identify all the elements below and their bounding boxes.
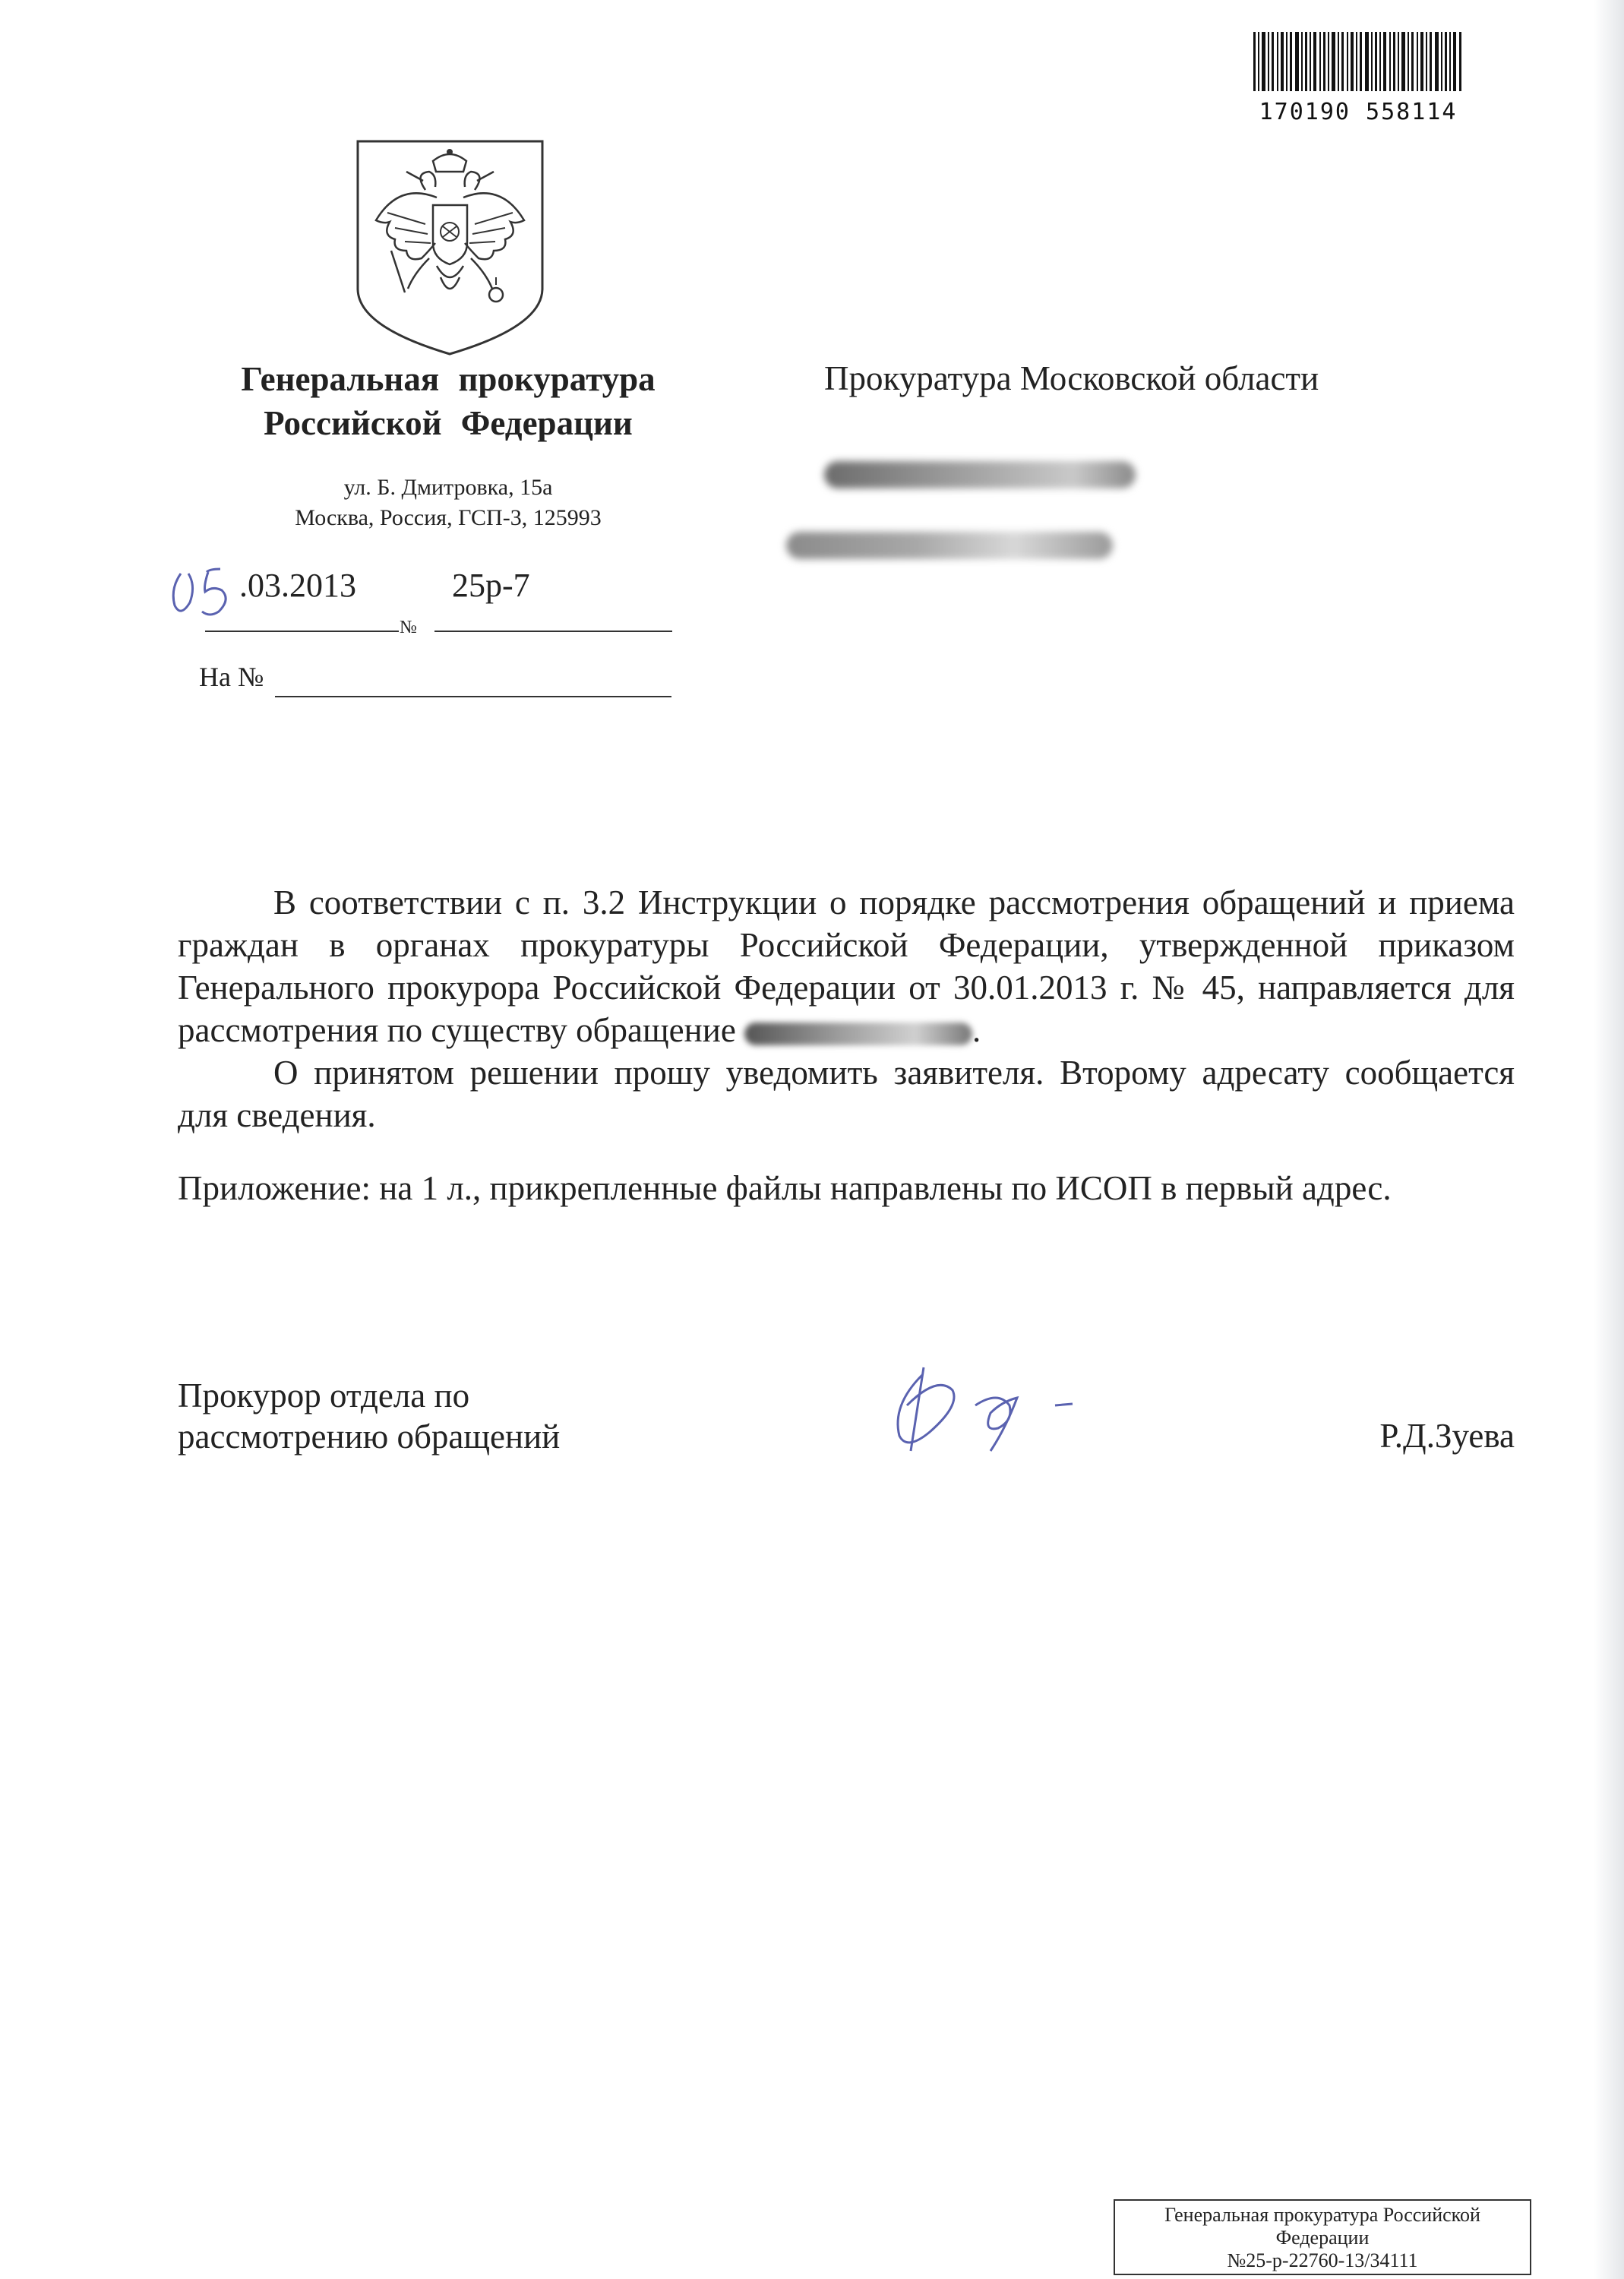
body-paragraph-1 [178,881,1515,1051]
signer-title-line-1: Прокурор отдела по [178,1377,470,1414]
signer-title [178,1375,560,1457]
body-paragraph-1-end: . [972,1011,981,1049]
page-edge-shadow [1594,0,1624,2279]
barcode-bars [1252,32,1464,91]
coat-of-arms-icon [353,137,547,357]
recipient-name: Прокуратура Московской области [824,359,1319,397]
body-paragraph-2: О принятом решении прошу уведомить заявителя. Второму адресату сообщается для сведения. [178,1054,1515,1134]
redacted-recipient-line-2 [786,532,1113,559]
registration-stamp [1114,2199,1531,2275]
signature-block [178,1375,1515,1481]
outgoing-date-number [167,558,684,642]
date-printed: .03.2013 [239,567,356,604]
sender-address [228,473,668,533]
stamp-line-3: №25-р-22760-13/34111 [1227,2249,1418,2271]
handwritten-day [167,558,243,627]
date-underline [205,631,399,632]
redacted-recipient-line-1 [824,461,1136,488]
redacted-applicant-name [744,1023,972,1045]
sender-org-line-2: Российской Федерации [264,404,633,442]
stamp-line-1: Генеральная прокуратура Российской [1164,2204,1480,2226]
barcode-number: 170190 558114 [1259,99,1458,125]
number-sign: № [400,618,417,637]
signer-title-line-2: рассмотрению обращений [178,1418,561,1456]
sender-address-line-2: Москва, Россия, ГСП-3, 125993 [295,505,602,530]
reference-label: На № [199,662,264,692]
attachment-note: Приложение: на 1 л., прикрепленные файлы направлены по ИСОП в первый адрес. [178,1169,1392,1207]
sender-org-line-1: Генеральная прокуратура [241,360,656,398]
barcode [1252,32,1464,131]
letter-body [178,881,1515,1209]
signer-name: Р.Д.Зуева [1379,1417,1515,1455]
reference-underline [275,696,671,697]
handwritten-signature [877,1360,1097,1459]
sender-address-line-1: ул. Б. Дмитровка, 15а [343,475,553,500]
number-underline [434,631,672,632]
registration-number: 25р-7 [452,567,530,604]
sender-organization [182,357,714,445]
body-paragraph-1-text: В соответствии с п. 3.2 Инструкции о порядке рассмотрения обращений и приема граждан в органах прокуратуры Российской Федерации, утвержденной приказом Генерального прокурора Российской Федерации от 30.01.2013 г. № 45, направляется для рассмотрения по существу обращение [178,883,1515,1049]
stamp-line-2: Федерации [1275,2227,1370,2249]
reference-line [199,661,685,706]
